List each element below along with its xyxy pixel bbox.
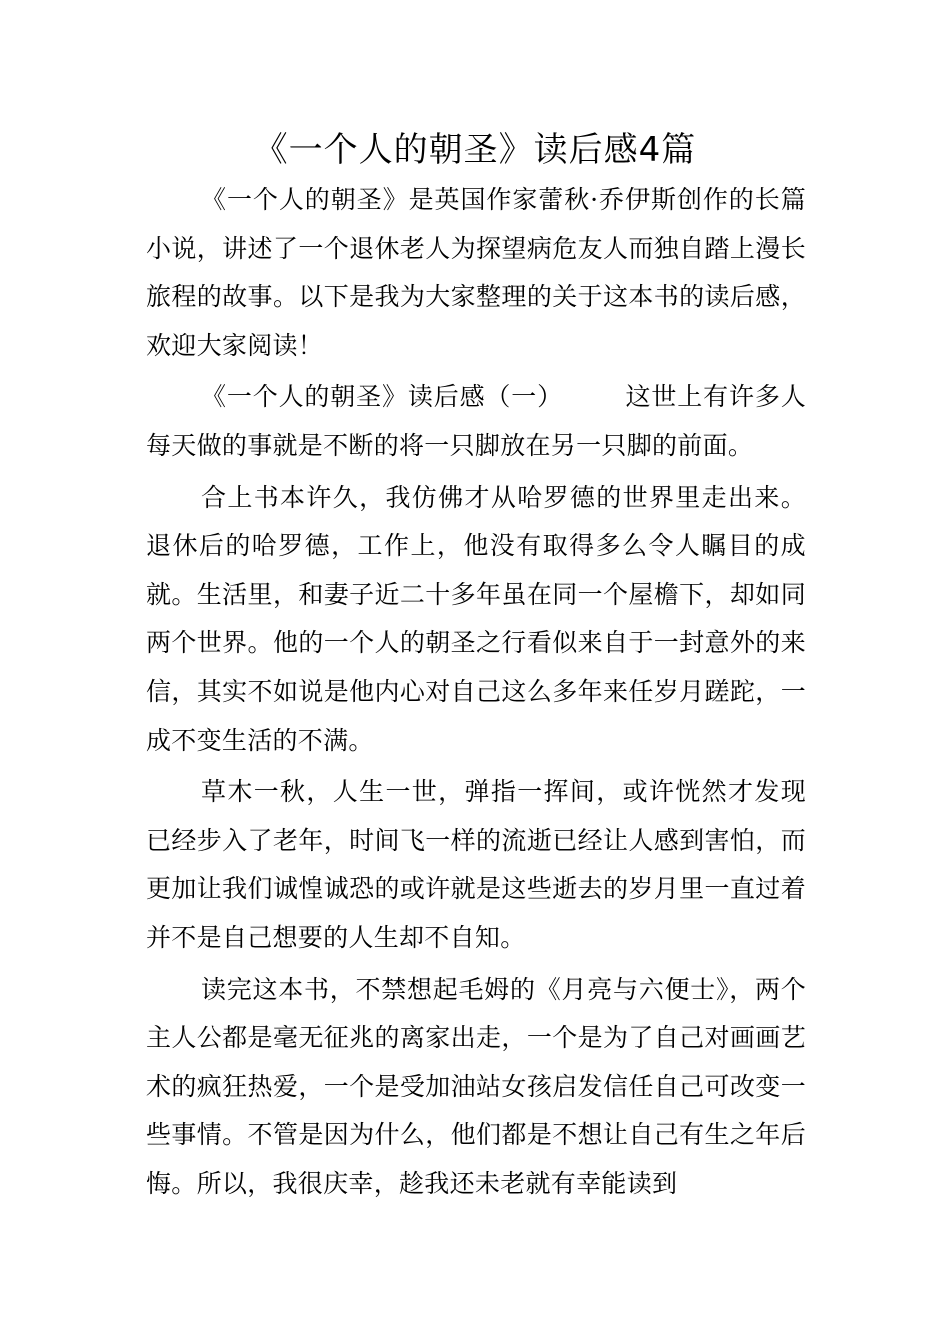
- section-lead-text: 这世上有许多人每天做的事就是不断的将一只脚放在另一只脚的前面。: [146, 382, 806, 460]
- document-title: 《一个人的朝圣》读后感4篇: [253, 130, 697, 170]
- section-heading-paragraph: [146, 373, 806, 470]
- document-body: [146, 176, 806, 1208]
- intro-paragraph: 《一个人的朝圣》是英国作家蕾秋·乔伊斯创作的长篇小说，讲述了一个退休老人为探望病危友人而独自踏上漫长旅程的故事。以下是我为大家整理的关于这本书的读后感，欢迎大家阅读！: [146, 185, 806, 360]
- body-paragraph: 草木一秋，人生一世，弹指一挥间，或许恍然才发现已经步入了老年，时间飞一样的流逝已经让人感到害怕，而更加让我们诚惶诚恐的或许就是这些逝去的岁月里一直过着并不是自己想要的人生却不自知。: [146, 777, 806, 952]
- body-paragraph: 合上书本许久，我仿佛才从哈罗德的世界里走出来。退休后的哈罗德，工作上，他没有取得多么令人瞩目的成就。生活里，和妻子近二十多年虽在同一个屋檐下，却如同两个世界。他的一个人的朝圣之行看似来自于一封意外的来信，其实不如说是他内心对自己这么多年来任岁月蹉跎，一成不变生活的不满。: [146, 482, 806, 755]
- section-heading: 《一个人的朝圣》读后感（一）: [201, 382, 563, 412]
- body-paragraph: 读完这本书，不禁想起毛姆的《月亮与六便士》，两个主人公都是毫无征兆的离家出走，一个是为了自己对画画艺术的疯狂热爱，一个是受加油站女孩启发信任自己可改变一些事情。不管是因为什么，他们都是不想让自己有生之年后悔。所以，我很庆幸，趁我还未老就有幸能读到: [146, 974, 806, 1198]
